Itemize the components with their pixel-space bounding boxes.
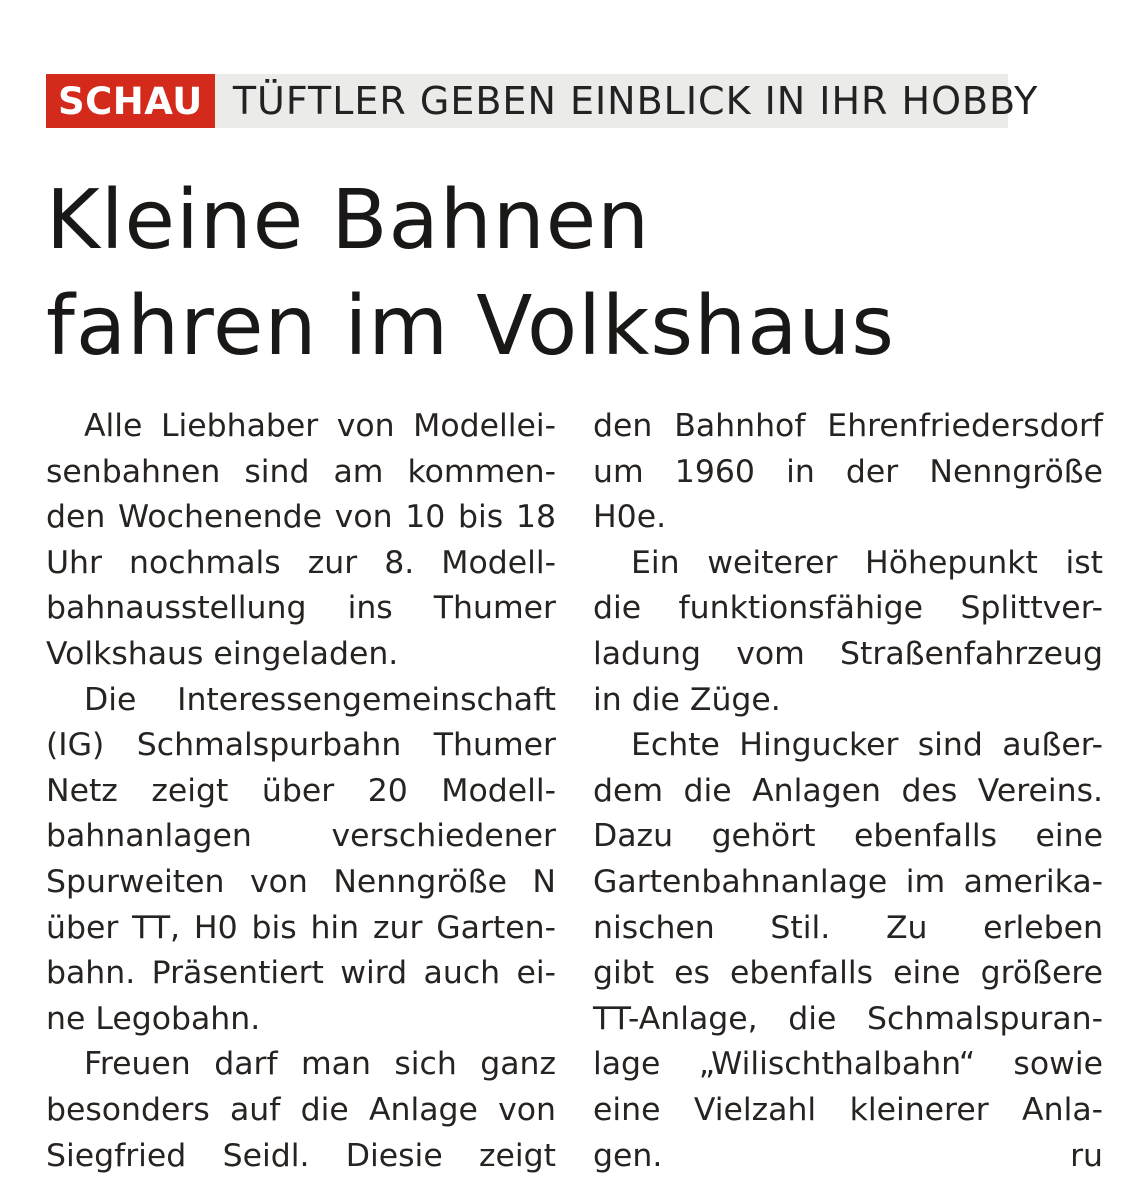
text-line: Freuen darf man sich ganz — [84, 1046, 556, 1083]
final-line — [593, 1134, 1103, 1180]
text-line: um 1960 in der Nenngröße — [593, 453, 1103, 490]
text-line: H0e. — [593, 499, 667, 536]
text-line: bahnanlagen verschiedener — [46, 818, 556, 855]
text-line: (IG) Schmalspurbahn Thumer — [46, 727, 556, 764]
text-line: ne Legobahn. — [46, 1000, 261, 1037]
author-byline: ru — [1070, 1137, 1103, 1174]
text-line: Ein weiterer Höhepunkt ist — [631, 544, 1103, 581]
text-line: bahnausstellung ins Thumer — [46, 590, 556, 627]
text-line: TT-Anlage, die Schmalspuran- — [593, 1000, 1103, 1037]
text-line: lage „Wilischthalbahn“ sowie — [593, 1046, 1103, 1083]
text-line: ladung vom Straßenfahrzeug — [593, 635, 1103, 672]
text-line: Alle Liebhaber von Modellei- — [84, 408, 556, 444]
article-column-left — [46, 404, 556, 1179]
text-line: Spurweiten von Nenngröße N — [46, 863, 556, 900]
article-column-right — [593, 404, 1103, 1179]
headline-line-2: fahren im Volkshaus — [46, 279, 896, 374]
text-line: Volkshaus eingeladen. — [46, 635, 399, 672]
headline — [46, 168, 895, 380]
section-tag: SCHAU — [46, 74, 215, 128]
kicker-bar — [46, 74, 1039, 128]
text-line: den Bahnhof Ehrenfriedersdorf — [593, 408, 1103, 444]
text-line: Uhr nochmals zur 8. Modell- — [46, 544, 556, 581]
text-line: besonders auf die Anlage von — [46, 1091, 556, 1128]
text-line: Echte Hingucker sind außer- — [631, 727, 1103, 764]
kicker-text: TÜFTLER GEBEN EINBLICK IN IHR HOBBY — [232, 79, 1039, 123]
text-line: den Wochenende von 10 bis 18 — [46, 499, 556, 536]
text-line: gen. — [593, 1137, 663, 1174]
text-line: bahn. Präsentiert wird auch ei- — [46, 955, 556, 992]
text-line: Die Interessengemeinschaft — [84, 681, 556, 718]
text-line: in die Züge. — [593, 681, 781, 718]
text-line: Netz zeigt über 20 Modell- — [46, 772, 556, 809]
text-line: die funktionsfähige Splittver- — [593, 590, 1103, 627]
text-line: gibt es ebenfalls eine größere — [593, 955, 1103, 992]
text-line: Siegfried Seidl. Diesie zeigt — [46, 1137, 556, 1174]
text-line: nischen Stil. Zu erleben — [593, 909, 1103, 946]
text-line: eine Vielzahl kleinerer Anla- — [593, 1091, 1103, 1128]
text-line: dem die Anlagen des Vereins. — [593, 772, 1103, 809]
text-line: über TT, H0 bis hin zur Garten- — [46, 909, 556, 946]
text-line: Dazu gehört ebenfalls eine — [593, 818, 1103, 855]
headline-line-1: Kleine Bahnen — [46, 173, 651, 268]
text-line: senbahnen sind am kommen- — [46, 453, 556, 490]
text-line: Gartenbahnanlage im amerika- — [593, 863, 1103, 900]
